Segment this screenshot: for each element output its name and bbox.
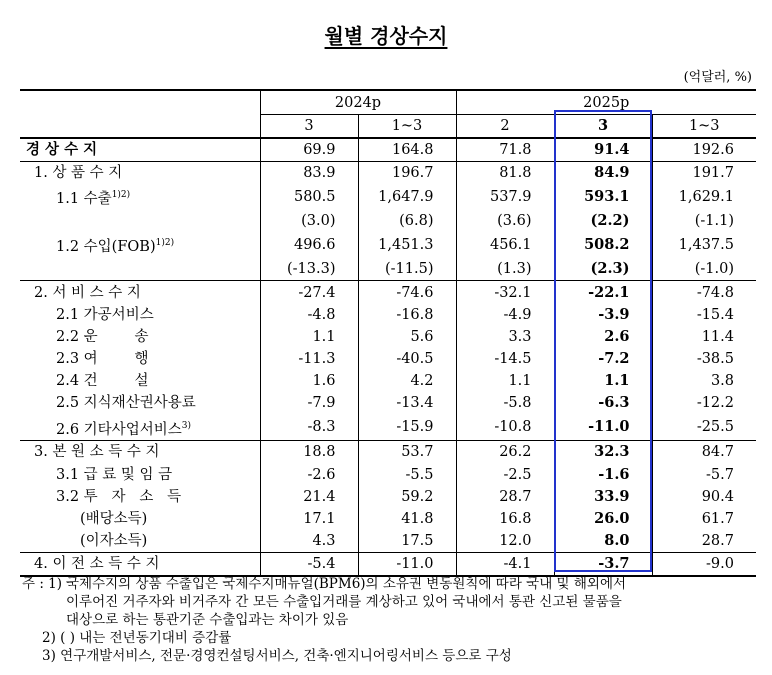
cell-value: -5.8 — [456, 392, 554, 414]
row-label — [20, 486, 260, 508]
cell-value: 1,629.1 — [652, 184, 756, 210]
table-row — [20, 184, 756, 210]
cell-value: -15.9 — [358, 415, 456, 441]
cell-value: 508.2 — [554, 232, 652, 258]
row-label — [20, 508, 260, 530]
cell-value: 4.3 — [260, 530, 358, 553]
cell-value: -5.7 — [652, 464, 756, 486]
cell-value: -5.4 — [260, 553, 358, 577]
table-row — [20, 508, 756, 530]
row-label-text: 2.5 지식재산권사용료 — [56, 395, 196, 412]
row-label-text: 2.4 건 설 — [56, 373, 149, 390]
table-row — [20, 370, 756, 392]
row-label-text: 2.6 기타사업서비스 — [56, 421, 182, 438]
row-label-text: 3.1 급 료 및 임 금 — [56, 466, 173, 483]
table-row — [20, 210, 756, 232]
cell-value: 192.6 — [652, 138, 756, 162]
cell-value: 456.1 — [456, 232, 554, 258]
row-label-text: (이자소득) — [80, 533, 148, 550]
period-header: 1~3 — [652, 115, 756, 139]
cell-value: 16.8 — [456, 508, 554, 530]
cell-value: (-11.5) — [358, 258, 456, 281]
cell-value: 3.3 — [456, 326, 554, 348]
cell-value: -74.8 — [652, 281, 756, 304]
row-label — [20, 162, 260, 185]
cell-value: 5.6 — [358, 326, 456, 348]
cell-value: 26.2 — [456, 441, 554, 464]
row-label — [20, 210, 260, 232]
cell-value: -32.1 — [456, 281, 554, 304]
table-row — [20, 258, 756, 281]
cell-value: -4.1 — [456, 553, 554, 577]
row-label-text: 1. 상 품 수 지 — [34, 165, 123, 182]
table-row — [20, 348, 756, 370]
note-1-line: 이루어진 거주자와 비거주자 간 모든 수출입거래를 계상하고 있어 국내에서 통관 신고된 물품을 — [66, 594, 622, 610]
table-row — [20, 392, 756, 414]
cell-value: 69.9 — [260, 138, 358, 162]
cell-value: 1,437.5 — [652, 232, 756, 258]
cell-value: -1.6 — [554, 464, 652, 486]
note-3: 3) 연구개발서비스, 전문·경영컨설팅서비스, 건축·엔지니어링서비스 등으로 구성 — [42, 648, 512, 664]
cell-value: (2.2) — [554, 210, 652, 232]
cell-value: -27.4 — [260, 281, 358, 304]
cell-value: 1.1 — [554, 370, 652, 392]
cell-value: 2.6 — [554, 326, 652, 348]
cell-value: -25.5 — [652, 415, 756, 441]
row-label — [20, 348, 260, 370]
cell-value: -22.1 — [554, 281, 652, 304]
row-label — [20, 553, 260, 577]
cell-value: 91.4 — [554, 138, 652, 162]
cell-value: -11.3 — [260, 348, 358, 370]
cell-value: -5.5 — [358, 464, 456, 486]
table-row — [20, 232, 756, 258]
cell-value: 28.7 — [456, 486, 554, 508]
page-title: 월별 경상수지 — [324, 24, 448, 48]
cell-value: (2.3) — [554, 258, 652, 281]
cell-value: (6.8) — [358, 210, 456, 232]
cell-value: -9.0 — [652, 553, 756, 577]
cell-value: 1.1 — [456, 370, 554, 392]
table-row — [20, 281, 756, 304]
row-label — [20, 464, 260, 486]
period-header: 3 — [554, 115, 652, 139]
cell-value: 1.6 — [260, 370, 358, 392]
cell-value: 84.9 — [554, 162, 652, 185]
cell-value: 53.7 — [358, 441, 456, 464]
cell-value: -8.3 — [260, 415, 358, 441]
cell-value: 21.4 — [260, 486, 358, 508]
table-row — [20, 326, 756, 348]
cell-value: 33.9 — [554, 486, 652, 508]
header-row-years — [20, 90, 756, 115]
footnote-marker: 1)2) — [155, 238, 175, 249]
cell-value: (3.0) — [260, 210, 358, 232]
row-label — [20, 530, 260, 553]
cell-value: 71.8 — [456, 138, 554, 162]
row-label-text: 2.3 여 행 — [56, 351, 149, 368]
cell-value: -2.6 — [260, 464, 358, 486]
cell-value: -2.5 — [456, 464, 554, 486]
cell-value: -11.0 — [554, 415, 652, 441]
cell-value: 8.0 — [554, 530, 652, 553]
cell-value: 32.3 — [554, 441, 652, 464]
cell-value: 61.7 — [652, 508, 756, 530]
cell-value: 83.9 — [260, 162, 358, 185]
cell-value: 537.9 — [456, 184, 554, 210]
cell-value: 1,647.9 — [358, 184, 456, 210]
cell-value: -13.4 — [358, 392, 456, 414]
row-label — [20, 281, 260, 304]
row-label-text: 3. 본 원 소 득 수 지 — [34, 444, 160, 461]
cell-value: -4.8 — [260, 304, 358, 326]
row-label-text: (배당소득) — [80, 511, 148, 528]
table-row — [20, 138, 756, 162]
row-label — [20, 258, 260, 281]
cell-value: (3.6) — [456, 210, 554, 232]
cell-value: -16.8 — [358, 304, 456, 326]
cell-value: 496.6 — [260, 232, 358, 258]
balance-table — [20, 89, 756, 577]
cell-value: -12.2 — [652, 392, 756, 414]
cell-value: -14.5 — [456, 348, 554, 370]
row-label-text: 3.2 투 자 소 득 — [56, 488, 182, 505]
cell-value: 1.1 — [260, 326, 358, 348]
cell-value: 17.1 — [260, 508, 358, 530]
cell-value: 196.7 — [358, 162, 456, 185]
table-row — [20, 530, 756, 553]
row-label-text: 2. 서 비 스 수 지 — [34, 284, 141, 301]
cell-value: 59.2 — [358, 486, 456, 508]
row-label-text: 1.2 수입(FOB) — [56, 239, 156, 256]
cell-value: 17.5 — [358, 530, 456, 553]
table-row — [20, 464, 756, 486]
row-label — [20, 304, 260, 326]
cell-value: (-1.1) — [652, 210, 756, 232]
period-header: 2 — [456, 115, 554, 139]
cell-value: 580.5 — [260, 184, 358, 210]
note-prefix: 주 : 1) — [22, 576, 63, 592]
row-label-text: 경 상 수 지 — [26, 141, 98, 159]
cell-value: -38.5 — [652, 348, 756, 370]
table-row — [20, 486, 756, 508]
table-row — [20, 441, 756, 464]
cell-value: -7.2 — [554, 348, 652, 370]
row-label-text: 2.1 가공서비스 — [56, 306, 154, 323]
cell-value: -40.5 — [358, 348, 456, 370]
cell-value: 28.7 — [652, 530, 756, 553]
table-row — [20, 304, 756, 326]
cell-value: -3.9 — [554, 304, 652, 326]
period-header: 3 — [260, 115, 358, 139]
cell-value: -4.9 — [456, 304, 554, 326]
cell-value: 90.4 — [652, 486, 756, 508]
note-1-line: 국제수지의 상품 수출입은 국제수지매뉴얼(BPM6)의 소유권 변동원칙에 따라 국내 및 해외에서 — [66, 576, 627, 592]
year-2025-header: 2025p — [456, 90, 756, 115]
row-label — [20, 370, 260, 392]
row-label — [20, 441, 260, 464]
row-label — [20, 232, 260, 258]
cell-value: -7.9 — [260, 392, 358, 414]
cell-value: (-13.3) — [260, 258, 358, 281]
cell-value: -74.6 — [358, 281, 456, 304]
cell-value: 84.7 — [652, 441, 756, 464]
cell-value: 81.8 — [456, 162, 554, 185]
note-1-line: 대상으로 하는 통관기준 수출입과는 차이가 있음 — [66, 612, 349, 628]
period-header: 1~3 — [358, 115, 456, 139]
cell-value: 191.7 — [652, 162, 756, 185]
row-label-text: 1.1 수출 — [56, 191, 112, 208]
cell-value: 1,451.3 — [358, 232, 456, 258]
header-row-periods — [20, 115, 756, 139]
row-label-text: 2.2 운 송 — [56, 328, 149, 345]
cell-value: 3.8 — [652, 370, 756, 392]
cell-value: 26.0 — [554, 508, 652, 530]
table-row — [20, 415, 756, 441]
cell-value: 41.8 — [358, 508, 456, 530]
cell-value: 4.2 — [358, 370, 456, 392]
cell-value: -10.8 — [456, 415, 554, 441]
cell-value: -3.7 — [554, 553, 652, 577]
cell-value: (1.3) — [456, 258, 554, 281]
footnotes — [22, 575, 762, 665]
cell-value: -11.0 — [358, 553, 456, 577]
cell-value: 11.4 — [652, 326, 756, 348]
row-label — [20, 138, 260, 162]
row-label-text: 4. 이 전 소 득 수 지 — [34, 556, 160, 573]
cell-value: 18.8 — [260, 441, 358, 464]
table-row — [20, 162, 756, 185]
row-label — [20, 392, 260, 414]
row-label — [20, 415, 260, 441]
row-label — [20, 326, 260, 348]
year-2024-header: 2024p — [260, 90, 456, 115]
cell-value: (-1.0) — [652, 258, 756, 281]
note-2: 2) ( ) 내는 전년동기대비 증감률 — [42, 630, 232, 646]
cell-value: 593.1 — [554, 184, 652, 210]
footnote-marker: 3) — [181, 420, 191, 431]
cell-value: 12.0 — [456, 530, 554, 553]
cell-value: -6.3 — [554, 392, 652, 414]
table-row — [20, 553, 756, 577]
row-label — [20, 184, 260, 210]
cell-value: -15.4 — [652, 304, 756, 326]
unit-label: (억달러, %) — [683, 70, 752, 85]
cell-value: 164.8 — [358, 138, 456, 162]
footnote-marker: 1)2) — [111, 190, 131, 201]
